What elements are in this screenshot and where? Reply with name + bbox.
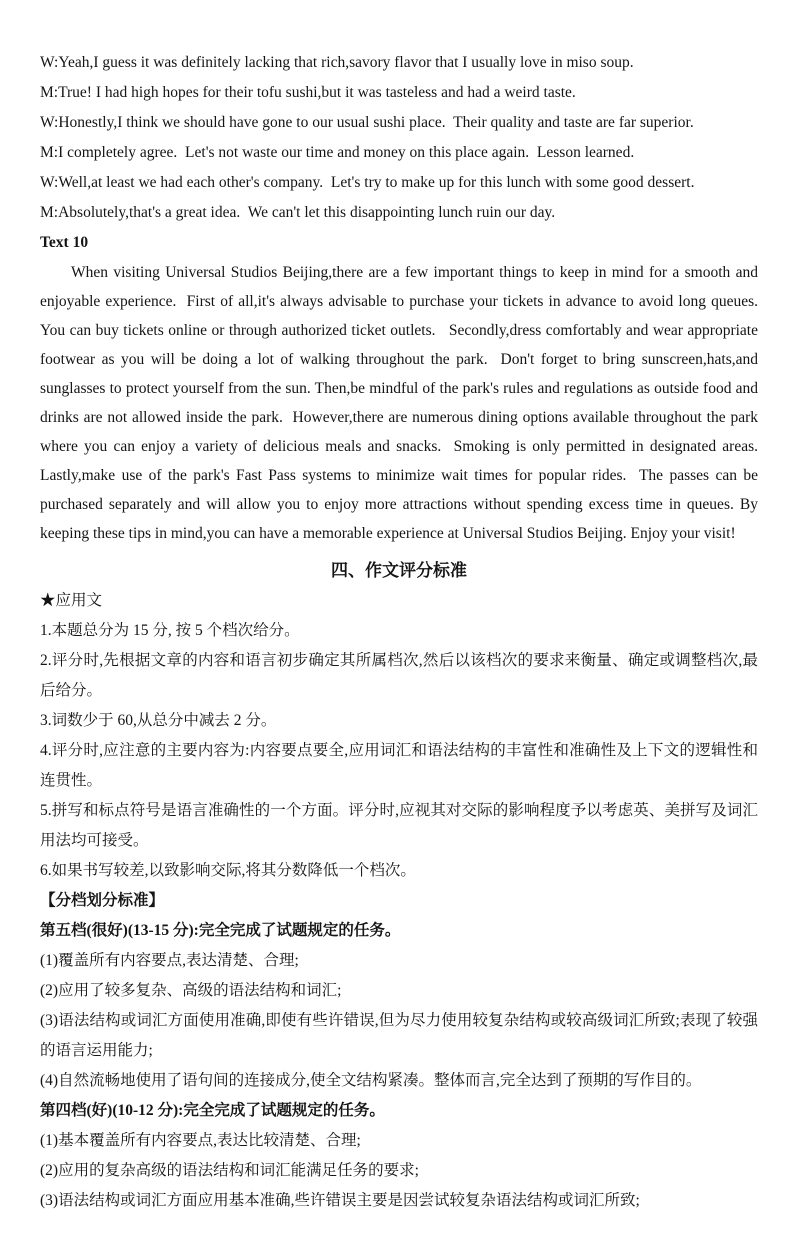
- band5-title: 第五档(很好)(13-15 分):完全完成了试题规定的任务。: [40, 922, 401, 939]
- band5-point-2: (2)应用了较多复杂、高级的语法结构和词汇;: [40, 982, 342, 999]
- dialogue-line: M:Absolutely,that's a great idea. We can't let this disappointing lunch ruin our day.: [40, 204, 556, 221]
- dialogue-line: M:True! I had high hopes for their tofu sushi,but it was tasteless and had a weird taste.: [40, 84, 576, 101]
- section-heading: 四、作文评分标准: [331, 561, 467, 580]
- band5-point-3: (3)语法结构或词汇方面使用准确,即使有些许错误,但为尽力使用较复杂结构或较高级词汇所致;表现了较强的语言运用能力;: [40, 1012, 758, 1059]
- essay-scoring-section: [40, 556, 758, 1216]
- band-criteria-title: 【分档划分标准】: [40, 892, 165, 909]
- band4-title: 第四档(好)(10-12 分):完全完成了试题规定的任务。: [40, 1102, 385, 1119]
- text10-label: Text 10: [40, 234, 89, 251]
- essay-type-label: ★应用文: [40, 592, 103, 609]
- band4-point-1: (1)基本覆盖所有内容要点,表达比较清楚、合理;: [40, 1132, 361, 1149]
- dialogue-line: W:Honestly,I think we should have gone to our usual sushi place. Their quality and taste are far superior.: [40, 114, 694, 131]
- dialogue-line: M:I completely agree. Let's not waste our time and money on this place again. Lesson learned.: [40, 144, 635, 161]
- band5-point-4: (4)自然流畅地使用了语句间的连接成分,使全文结构紧凑。整体而言,完全达到了预期的写作目的。: [40, 1072, 702, 1089]
- band4-point-2: (2)应用的复杂高级的语法结构和词汇能满足任务的要求;: [40, 1162, 419, 1179]
- text10-section: [40, 228, 766, 548]
- dialogue-section: [40, 48, 758, 228]
- band5-point-1: (1)覆盖所有内容要点,表达清楚、合理;: [40, 952, 299, 969]
- text10-paragraph: When visiting Universal Studios Beijing,there are a few important things to keep in mind for a smooth and enjoyable experience. First of all,it's always advisable to purchase your tickets in advance to avoid long queues. You can buy tickets online or through authorized ticket outlets. Secondly,dress comfortably and wear appropriate footwear as you will be doing a lot of walking throughout the park. Don't forget to bring sunscreen,hats,and sunglasses to protect yourself from the sun. Then,be mindful of the park's rules and regulations as outside food and drinks are not allowed inside the park. However,there are numerous dining options available throughout the park where you can enjoy a variety of delicious meals and snacks. Smoking is only permitted in designated areas. Lastly,make use of the park's Fast Pass systems to minimize wait times for popular rides. The passes can be purchased separately and will allow you to enjoy more attractions without spending excess time in queues. By keeping these tips in mind,you can have a memorable experience at Universal Studios Beijing. Enjoy your visit!: [40, 264, 766, 542]
- dialogue-line: W:Well,at least we had each other's company. Let's try to make up for this lunch with some good dessert.: [40, 174, 695, 191]
- scoring-rule-3: 3.词数少于 60,从总分中减去 2 分。: [40, 712, 277, 729]
- dialogue-line: W:Yeah,I guess it was definitely lacking that rich,savory flavor that I usually love in miso soup.: [40, 54, 634, 71]
- band4-point-3: (3)语法结构或词汇方面应用基本准确,些许错误主要是因尝试较复杂语法结构或词汇所致;: [40, 1192, 640, 1209]
- scoring-rule-5: 5.拼写和标点符号是语言准确性的一个方面。评分时,应视其对交际的影响程度予以考虑英、美拼写及词汇用法均可接受。: [40, 802, 758, 849]
- scoring-rule-6: 6.如果书写较差,以致影响交际,将其分数降低一个档次。: [40, 862, 416, 879]
- scoring-rule-2: 2.评分时,先根据文章的内容和语言初步确定其所属档次,然后以该档次的要求来衡量、确定或调整档次,最后给分。: [40, 652, 758, 699]
- scoring-rule-1: 1.本题总分为 15 分, 按 5 个档次给分。: [40, 622, 300, 639]
- scoring-rule-4: 4.评分时,应注意的主要内容为:内容要点要全,应用词汇和语法结构的丰富性和准确性及上下文的逻辑性和连贯性。: [40, 742, 758, 789]
